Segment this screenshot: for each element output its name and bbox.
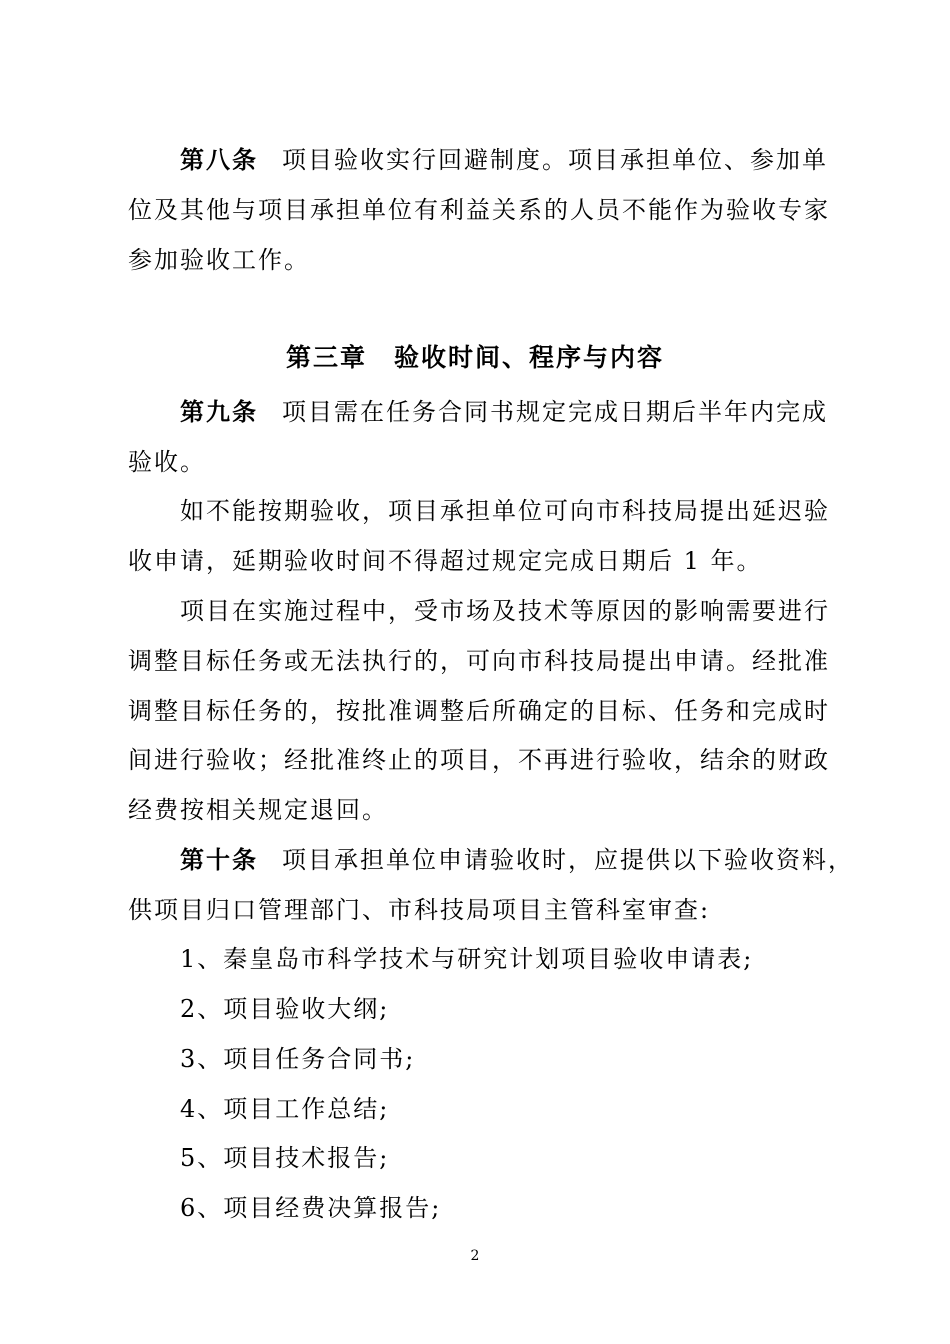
article-9-para2-line: 如不能按期验收，项目承担单位可向市科技局提出延迟验 [180, 497, 830, 525]
article-9-first-line [180, 396, 828, 428]
chapter-title: 第三章 验收时间、程序与内容 [285, 343, 664, 372]
article-9-para3-line: 项目在实施过程中，受市场及技术等原因的影响需要进行 [180, 597, 830, 625]
article-10-heading: 第十条 [180, 846, 258, 874]
article-8-line: 位及其他与项目承担单位有利益关系的人员不能作为验收专家 [128, 196, 830, 224]
list-item: 1、秦皇岛市科学技术与研究计划项目验收申请表; [180, 945, 754, 973]
article-9-para3-line: 经费按相关规定退回。 [128, 796, 388, 824]
list-item: 3、项目任务合同书; [180, 1045, 416, 1073]
article-10-line: 供项目归口管理部门、市科技局项目主管科室审查: [128, 896, 711, 924]
article-9-para3-line: 调整目标任务或无法执行的，可向市科技局提出申请。经批准 [128, 647, 830, 675]
article-8-heading: 第八条 [180, 146, 258, 174]
article-9-heading: 第九条 [180, 398, 258, 426]
article-9-para2-line: 收申请，延期验收时间不得超过规定完成日期后 1 年。 [128, 547, 763, 575]
article-9-text: 项目需在任务合同书规定完成日期后半年内完成 [282, 398, 828, 426]
list-item: 6、项目经费决算报告; [180, 1194, 442, 1222]
article-10-first-line [180, 844, 854, 876]
list-item: 2、项目验收大纲; [180, 995, 390, 1023]
page-number: 2 [470, 1248, 480, 1264]
article-9-para3-line: 间进行验收；经批准终止的项目，不再进行验收，结余的财政 [128, 746, 830, 774]
list-item: 4、项目工作总结; [180, 1095, 390, 1123]
list-item: 5、项目技术报告; [180, 1144, 390, 1172]
article-10-text: 项目承担单位申请验收时，应提供以下验收资料， [282, 846, 854, 874]
article-9-line: 验收。 [128, 448, 206, 476]
article-9-para3-line: 调整目标任务的，按批准调整后所确定的目标、任务和完成时 [128, 697, 830, 725]
article-8-line: 参加验收工作。 [128, 246, 310, 274]
article-8-first-line [180, 144, 828, 176]
article-8-text: 项目验收实行回避制度。项目承担单位、参加单 [282, 146, 828, 174]
